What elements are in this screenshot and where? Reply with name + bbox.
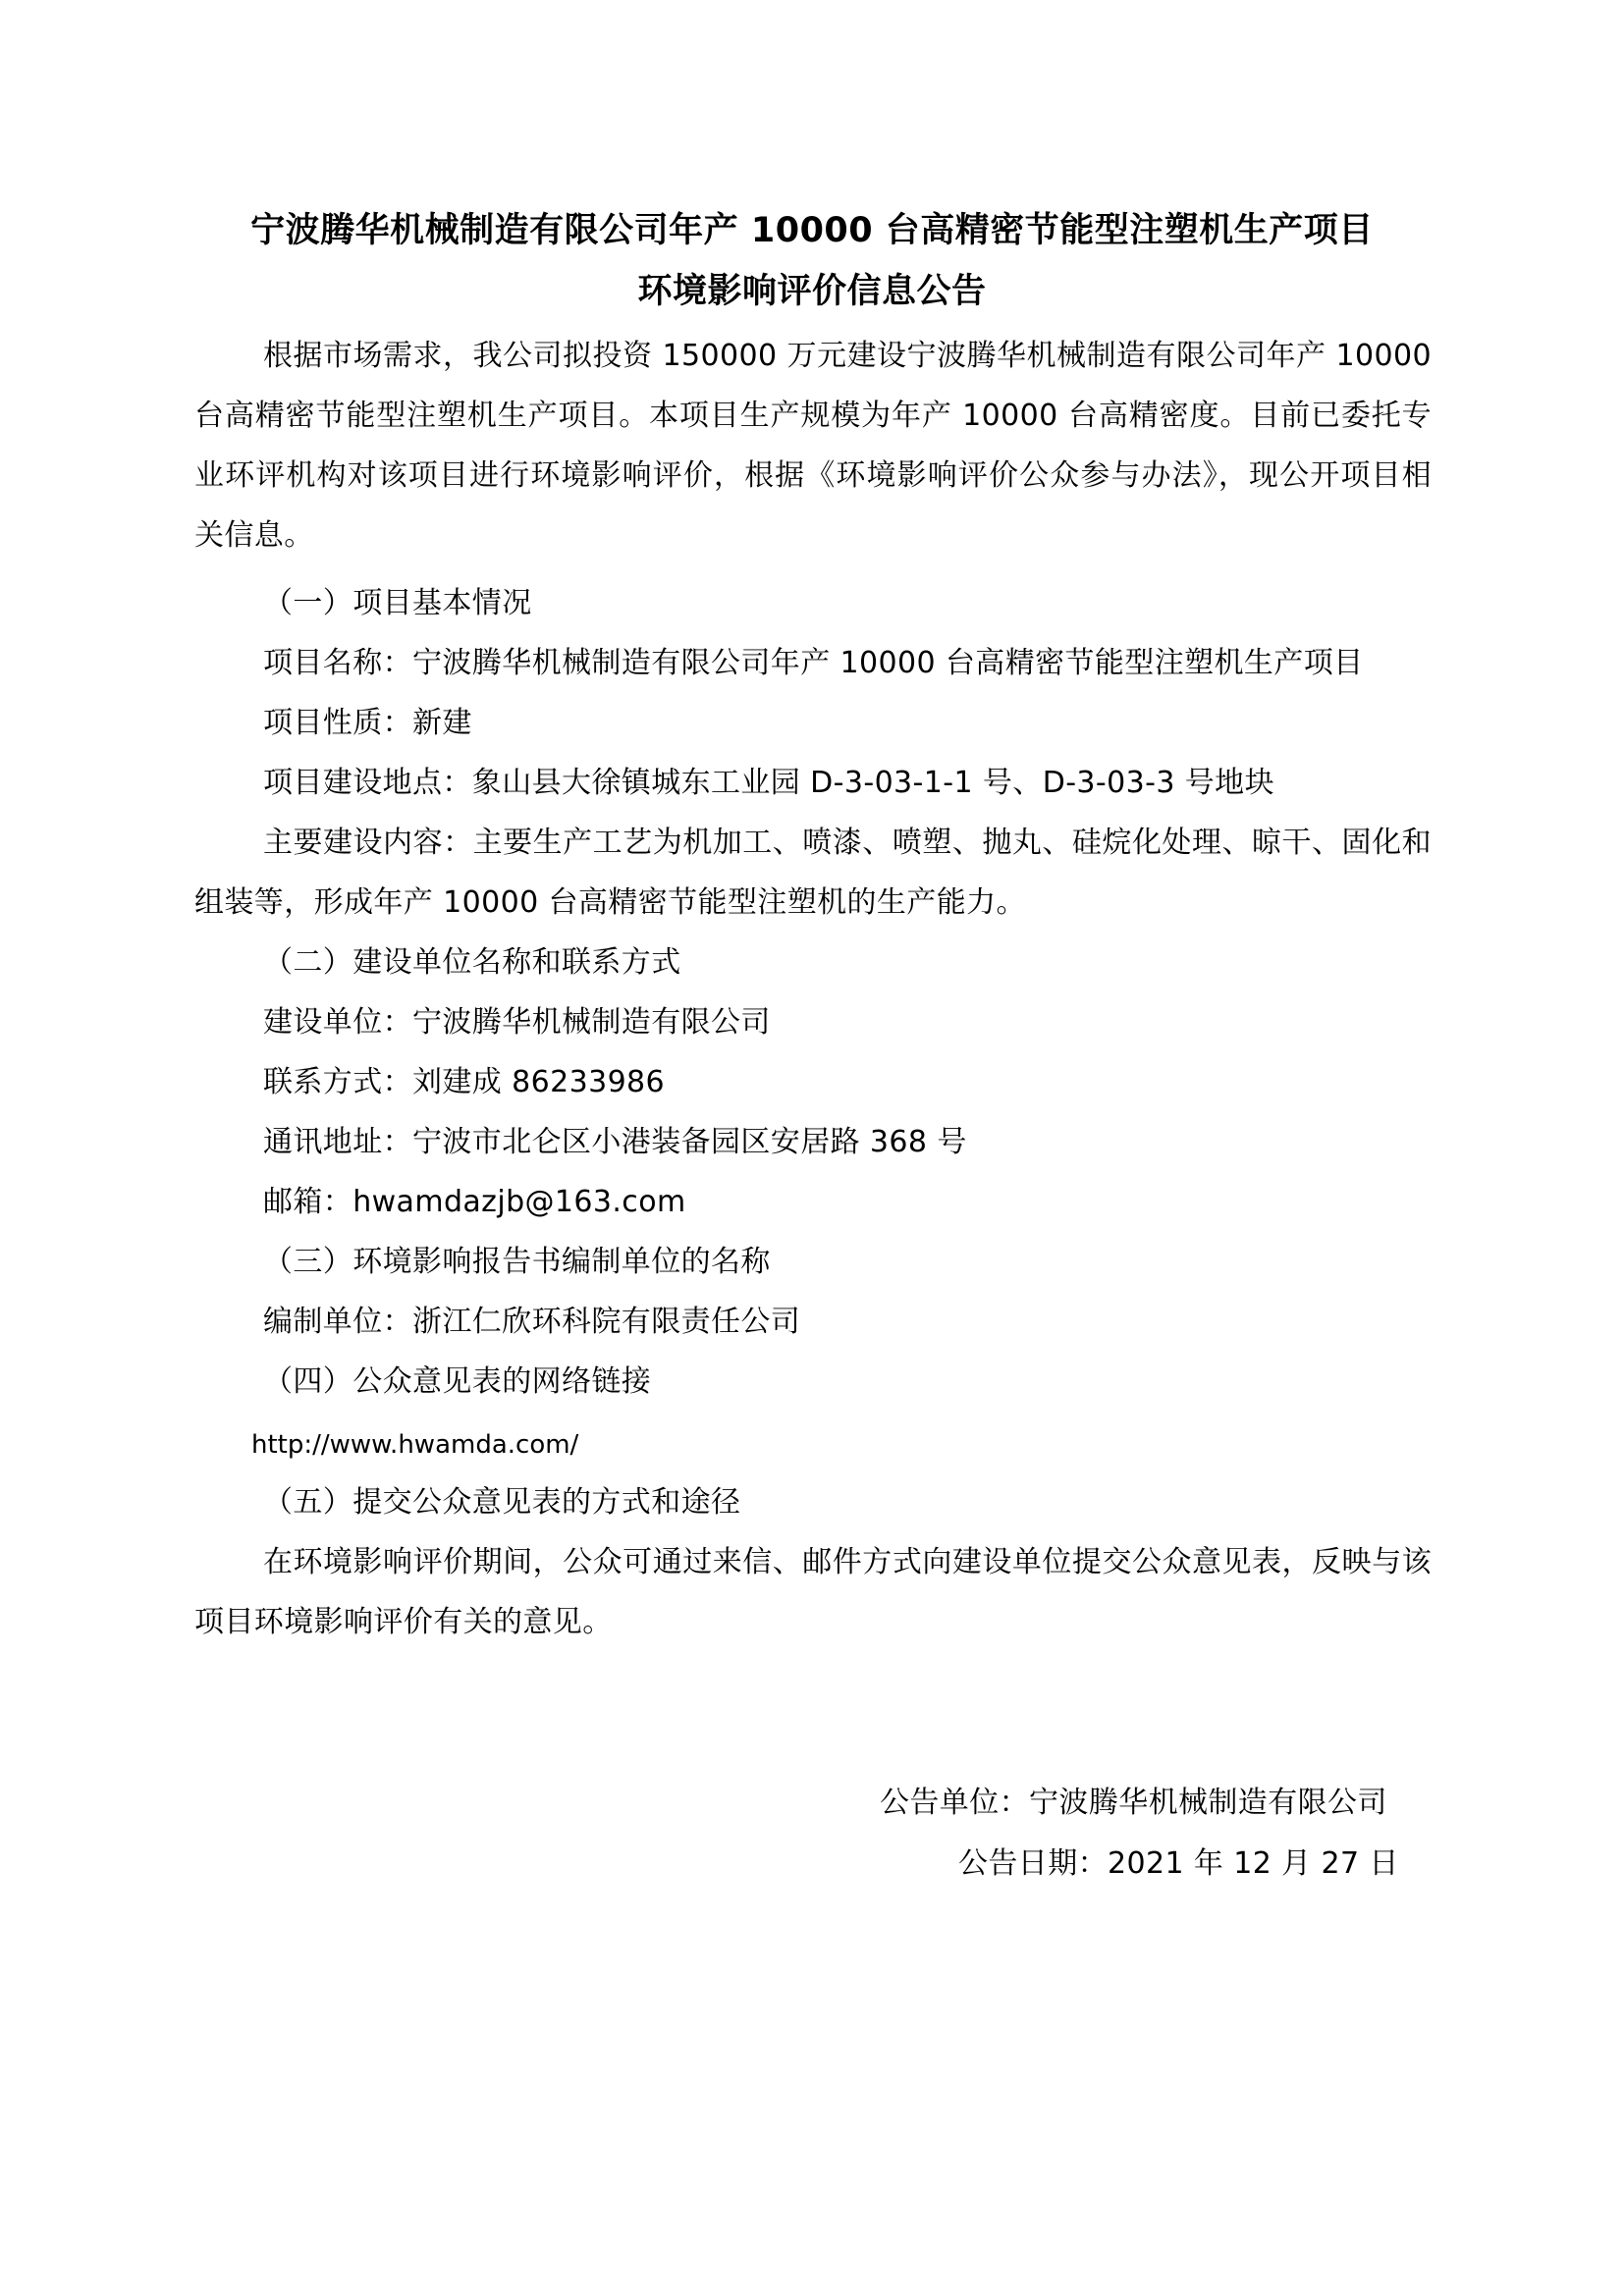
project-location: 项目建设地点：象山县大徐镇城东工业园 D-3-03-1-1 号、D-3-03-3 号地块	[263, 766, 1274, 800]
announcement-date: 公告日期：2021 年 12 月 27 日	[958, 1846, 1399, 1881]
project-content: 主要建设内容：主要生产工艺为机加工、喷漆、喷塑、抛丸、硅烷化处理、晾干、固化和组装等，形成年产 10000 台高精密节能型注塑机的生产能力。	[194, 826, 1432, 920]
submission-method-paragraph: 在环境影响评价期间，公众可通过来信、邮件方式向建设单位提交公众意见表，反映与该项目环境影响评价有关的意见。	[194, 1545, 1432, 1639]
section-2-heading: （二）建设单位名称和联系方式	[263, 945, 681, 980]
construction-unit: 建设单位：宁波腾华机械制造有限公司	[263, 1005, 771, 1040]
email-address: 邮箱：hwamdazjb@163.com	[263, 1185, 686, 1219]
mailing-address: 通讯地址：宁波市北仑区小港装备园区安居路 368 号	[263, 1125, 967, 1159]
compiling-unit: 编制单位：浙江仁欣环科院有限责任公司	[263, 1305, 801, 1339]
section-1-heading: （一）项目基本情况	[263, 586, 532, 620]
feedback-form-link[interactable]: http://www.hwamda.com/	[251, 1430, 579, 1460]
project-nature: 项目性质：新建	[263, 706, 472, 740]
document-title-line-2: 环境影响评价信息公告	[637, 272, 987, 311]
section-5-heading: （五）提交公众意见表的方式和途径	[263, 1485, 741, 1520]
intro-paragraph: 根据市场需求，我公司拟投资 150000 万元建设宁波腾华机械制造有限公司年产 10000 台高精密节能型注塑机生产项目。本项目生产规模为年产 10000 台高精密度。目前已委托专业环评机构对该项目进行环境影响评价，根据《环境影响评价公众参与办法》，现公开项目相关信息。	[194, 339, 1432, 553]
project-name: 项目名称：宁波腾华机械制造有限公司年产 10000 台高精密节能型注塑机生产项目	[263, 646, 1364, 680]
document-title-line-1: 宁波腾华机械制造有限公司年产 10000 台高精密节能型注塑机生产项目	[250, 211, 1374, 250]
section-4-heading: （四）公众意见表的网络链接	[263, 1364, 652, 1399]
announcing-unit: 公告单位：宁波腾华机械制造有限公司	[880, 1786, 1387, 1820]
contact-info: 联系方式：刘建成 86233986	[263, 1065, 666, 1099]
section-3-heading: （三）环境影响报告书编制单位的名称	[263, 1245, 771, 1279]
